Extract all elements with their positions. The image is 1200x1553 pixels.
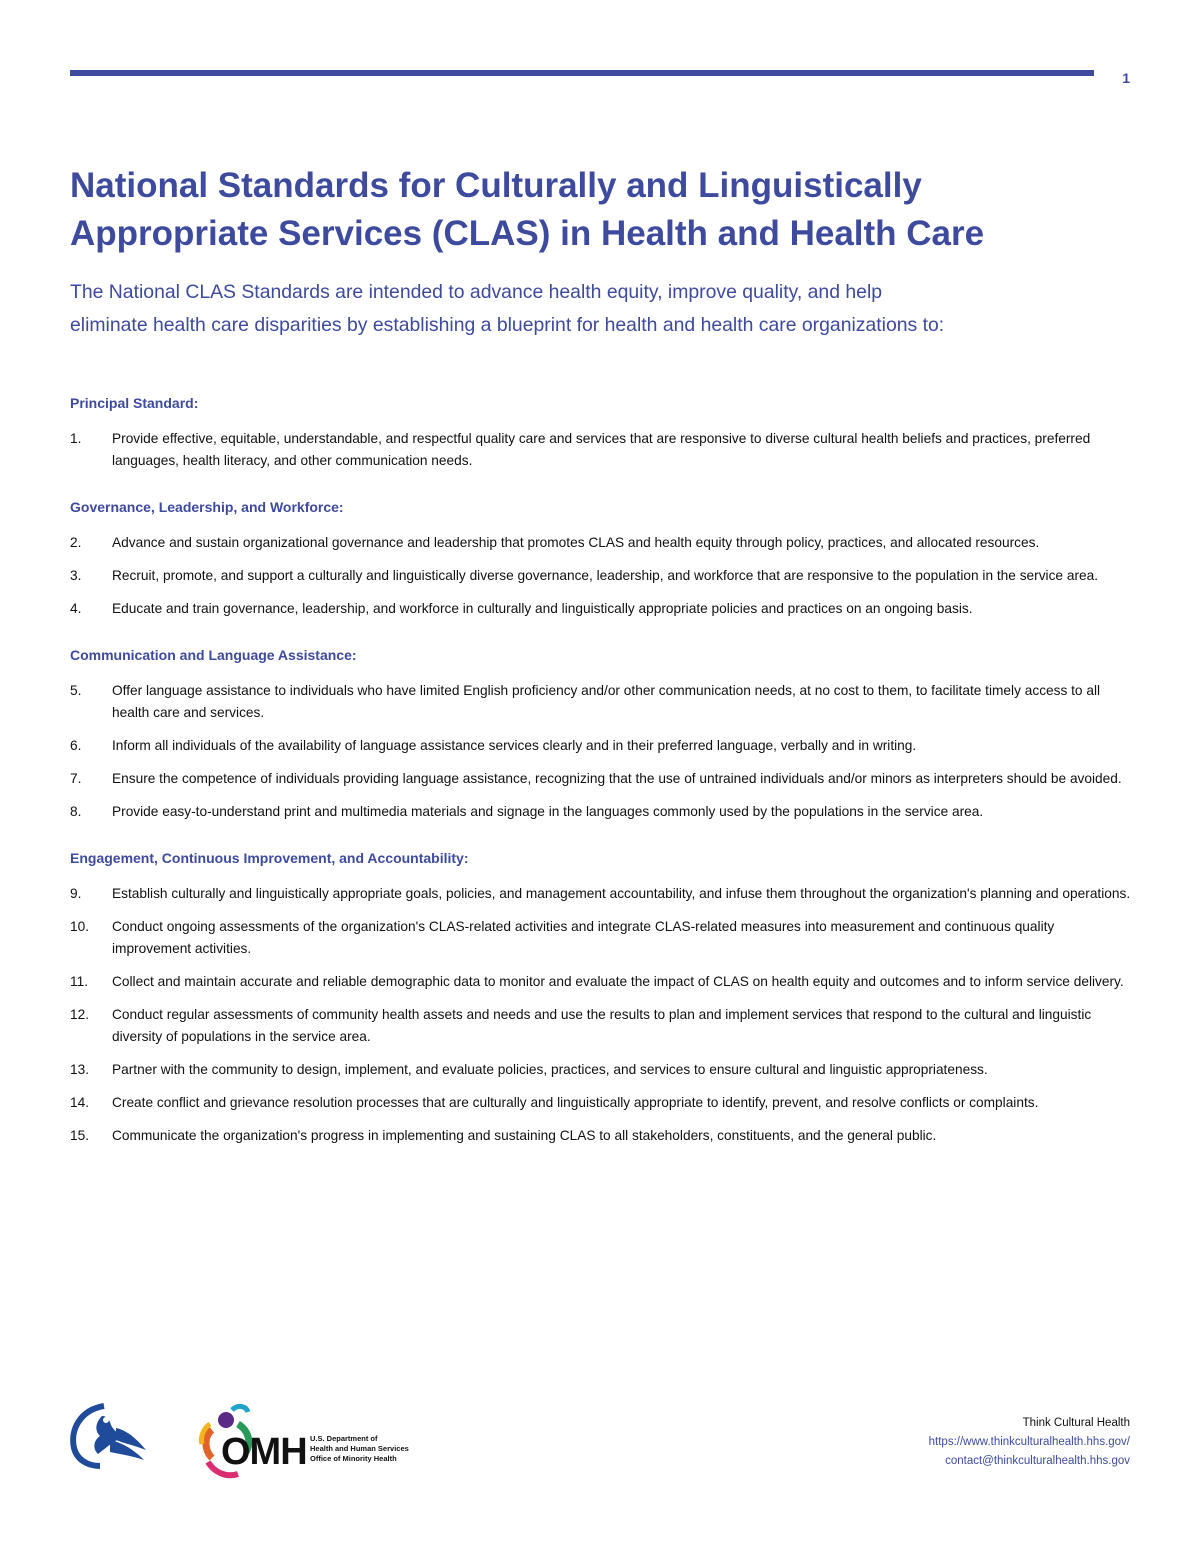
item-number: 10. — [70, 919, 90, 934]
list-item — [70, 428, 1135, 472]
standards-section — [70, 848, 1135, 1147]
item-text: Create conflict and grievance resolution processes that are culturally and linguistically appropriate to identify, prevent, and resolve conflicts or complaints. — [112, 1095, 1039, 1110]
omh-department-line: Health and Human Services — [310, 1444, 409, 1453]
item-number: 2. — [70, 535, 82, 550]
omh-wordmark: OMH — [221, 1431, 307, 1473]
item-number: 15. — [70, 1128, 90, 1143]
section-heading: Communication and Language Assistance: — [70, 647, 357, 663]
email-link[interactable]: contact@thinkculturalhealth.hhs.gov — [945, 1455, 1130, 1467]
item-number: 6. — [70, 738, 82, 753]
item-number: 1. — [70, 431, 82, 446]
list-item — [70, 735, 1135, 757]
item-number: 11. — [70, 974, 89, 989]
page-number: 1 — [1122, 70, 1130, 86]
list-item — [70, 565, 1135, 587]
item-text: Recruit, promote, and support a culturally and linguistically diverse governance, leadership, and workforce that are responsive to the population in the service area. — [112, 568, 1099, 583]
item-number: 3. — [70, 568, 82, 583]
list-item — [70, 532, 1135, 554]
subtitle-line: eliminate health care disparities by establishing a blueprint for health and health care organizations to: — [70, 314, 945, 336]
item-text: Advance and sustain organizational governance and leadership that promotes CLAS and health equity through policy, practices, and allocated resources. — [112, 535, 1040, 550]
omh-department-line: Office of Minority Health — [310, 1454, 397, 1463]
footer-logos — [66, 1400, 466, 1490]
page-subtitle — [70, 276, 1170, 342]
header-rule — [70, 70, 1094, 76]
footer-contact — [830, 1414, 1130, 1471]
item-number: 13. — [70, 1062, 90, 1077]
contact-name: Think Cultural Health — [1022, 1417, 1130, 1429]
item-text: Communicate the organization's progress in implementing and sustaining CLAS to all stakeholders, constituents, and the general public. — [112, 1128, 937, 1143]
omh-department-name — [310, 1434, 470, 1464]
standards-section — [70, 497, 1135, 620]
item-number: 12. — [70, 1007, 90, 1022]
list-item — [70, 1125, 1135, 1147]
standards-section — [70, 393, 1135, 472]
item-text: Provide effective, equitable, understandable, and respectful quality care and services that are responsive to diverse cultural health beliefs and practices, preferred languages, health literacy, and other communication needs. — [112, 431, 1091, 468]
section-heading: Engagement, Continuous Improvement, and Accountability: — [70, 850, 469, 866]
item-number: 9. — [70, 886, 82, 901]
list-item — [70, 1059, 1135, 1081]
item-text: Provide easy-to-understand print and multimedia materials and signage in the languages commonly used by the populations in the service area. — [112, 804, 984, 819]
hhs-eagle-seal-icon — [66, 1400, 156, 1470]
section-heading: Governance, Leadership, and Workforce: — [70, 499, 344, 515]
list-item — [70, 916, 1135, 960]
item-text: Partner with the community to design, implement, and evaluate policies, practices, and services to ensure cultural and linguistic appropriateness. — [112, 1062, 988, 1077]
item-number: 5. — [70, 683, 82, 698]
item-text: Educate and train governance, leadership, and workforce in culturally and linguistically appropriate policies and practices on an ongoing basis. — [112, 601, 973, 616]
omh-department-line: U.S. Department of — [310, 1434, 378, 1443]
website-link[interactable]: https://www.thinkculturalhealth.hhs.gov/ — [928, 1436, 1130, 1448]
item-number: 7. — [70, 771, 82, 786]
list-item — [70, 971, 1135, 993]
item-text: Collect and maintain accurate and reliable demographic data to monitor and evaluate the impact of CLAS on health equity and outcomes and to inform service delivery. — [112, 974, 1124, 989]
item-number: 8. — [70, 804, 82, 819]
title-line: National Standards for Culturally and Linguistically — [70, 166, 922, 205]
item-text: Inform all individuals of the availability of language assistance services clearly and in their preferred language, verbally and in writing. — [112, 738, 917, 753]
item-number: 4. — [70, 601, 82, 616]
list-item — [70, 1092, 1135, 1114]
list-item — [70, 680, 1135, 724]
standards-section — [70, 645, 1135, 823]
list-item — [70, 1004, 1135, 1048]
item-text: Conduct regular assessments of community health assets and needs and use the results to plan and implement services that respond to the cultural and linguistic diversity of populations in the service area. — [112, 1007, 1092, 1044]
section-heading: Principal Standard: — [70, 395, 199, 411]
item-number: 14. — [70, 1095, 90, 1110]
standards-list — [70, 393, 1135, 1172]
list-item — [70, 768, 1135, 790]
page-title — [70, 162, 1160, 258]
list-item — [70, 883, 1135, 905]
item-text: Ensure the competence of individuals providing language assistance, recognizing that the use of untrained individuals and/or minors as interpreters should be avoided. — [112, 771, 1122, 786]
item-text: Conduct ongoing assessments of the organization's CLAS-related activities and integrate CLAS-related measures into measurement and continuous quality improvement activities. — [112, 919, 1055, 956]
title-line: Appropriate Services (CLAS) in Health and Health Care — [70, 214, 985, 253]
item-text: Establish culturally and linguistically appropriate goals, policies, and management accountability, and infuse them throughout the organization's planning and operations. — [112, 886, 1131, 901]
list-item — [70, 801, 1135, 823]
subtitle-line: The National CLAS Standards are intended to advance health equity, improve quality, and help — [70, 281, 883, 303]
list-item — [70, 598, 1135, 620]
item-text: Offer language assistance to individuals who have limited English proficiency and/or other communication needs, at no cost to them, to facilitate timely access to all health care and services. — [112, 683, 1101, 720]
